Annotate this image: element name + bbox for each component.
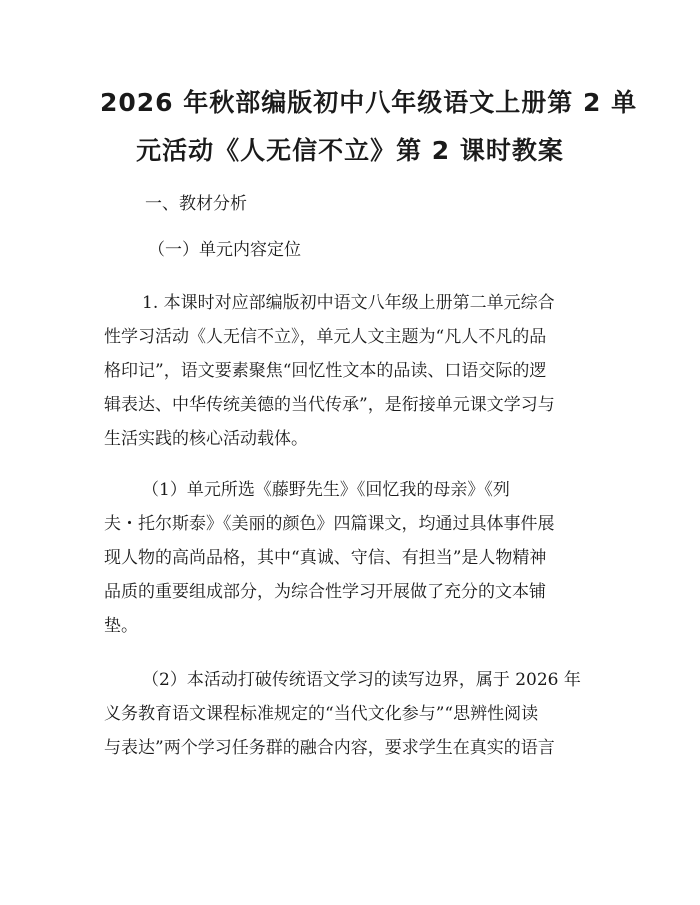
- paragraph-1-line: 性学习活动《人无信不立》，单元人文主题为“凡人不凡的品: [104, 327, 547, 347]
- document-title-line-1: 2026 年秋部编版初中八年级语文上册第 2 单: [100, 88, 638, 117]
- paragraph-1-line: 格印记”，语文要素聚焦“回忆性文本的品读、口语交际的逻: [104, 361, 547, 381]
- paragraph-2-line: 品质的重要组成部分，为综合性学习开展做了充分的文本铺: [104, 582, 546, 602]
- paragraph-2-line: 垫。: [104, 616, 138, 636]
- paragraph-3-line: （2）本活动打破传统语文学习的读写边界，属于 2026 年: [142, 670, 581, 690]
- paragraph-3-line: 义务教育语文课程标准规定的“当代文化参与”“思辨性阅读: [104, 704, 539, 724]
- paragraph-2-line: （1）单元所选《藤野先生》《回忆我的母亲》《列: [142, 480, 510, 500]
- document-title-line-2: 元活动《人无信不立》第 2 课时教案: [136, 136, 564, 165]
- paragraph-1-line: 1. 本课时对应部编版初中语文八年级上册第二单元综合: [142, 293, 555, 313]
- paragraph-3: [104, 663, 600, 765]
- paragraph-3-line: 与表达”两个学习任务群的融合内容，要求学生在真实的语言: [104, 738, 555, 758]
- subsection-heading-unit-positioning: （一）单元内容定位: [148, 240, 301, 260]
- paragraph-2-line: 夫・托尔斯泰》《美丽的颜色》四篇课文，均通过具体事件展: [104, 514, 555, 534]
- paragraph-2-line: 现人物的高尚品格，其中“真诚、守信、有担当”是人物精神: [104, 548, 547, 568]
- paragraph-1: [104, 286, 600, 456]
- paragraph-1-line: 生活实践的核心活动载体。: [104, 429, 308, 449]
- paragraph-2: [104, 473, 600, 643]
- section-heading-textbook-analysis: 一、教材分析: [145, 194, 247, 214]
- paragraph-1-line: 辑表达、中华传统美德的当代传承”，是衔接单元课文学习与: [104, 395, 555, 415]
